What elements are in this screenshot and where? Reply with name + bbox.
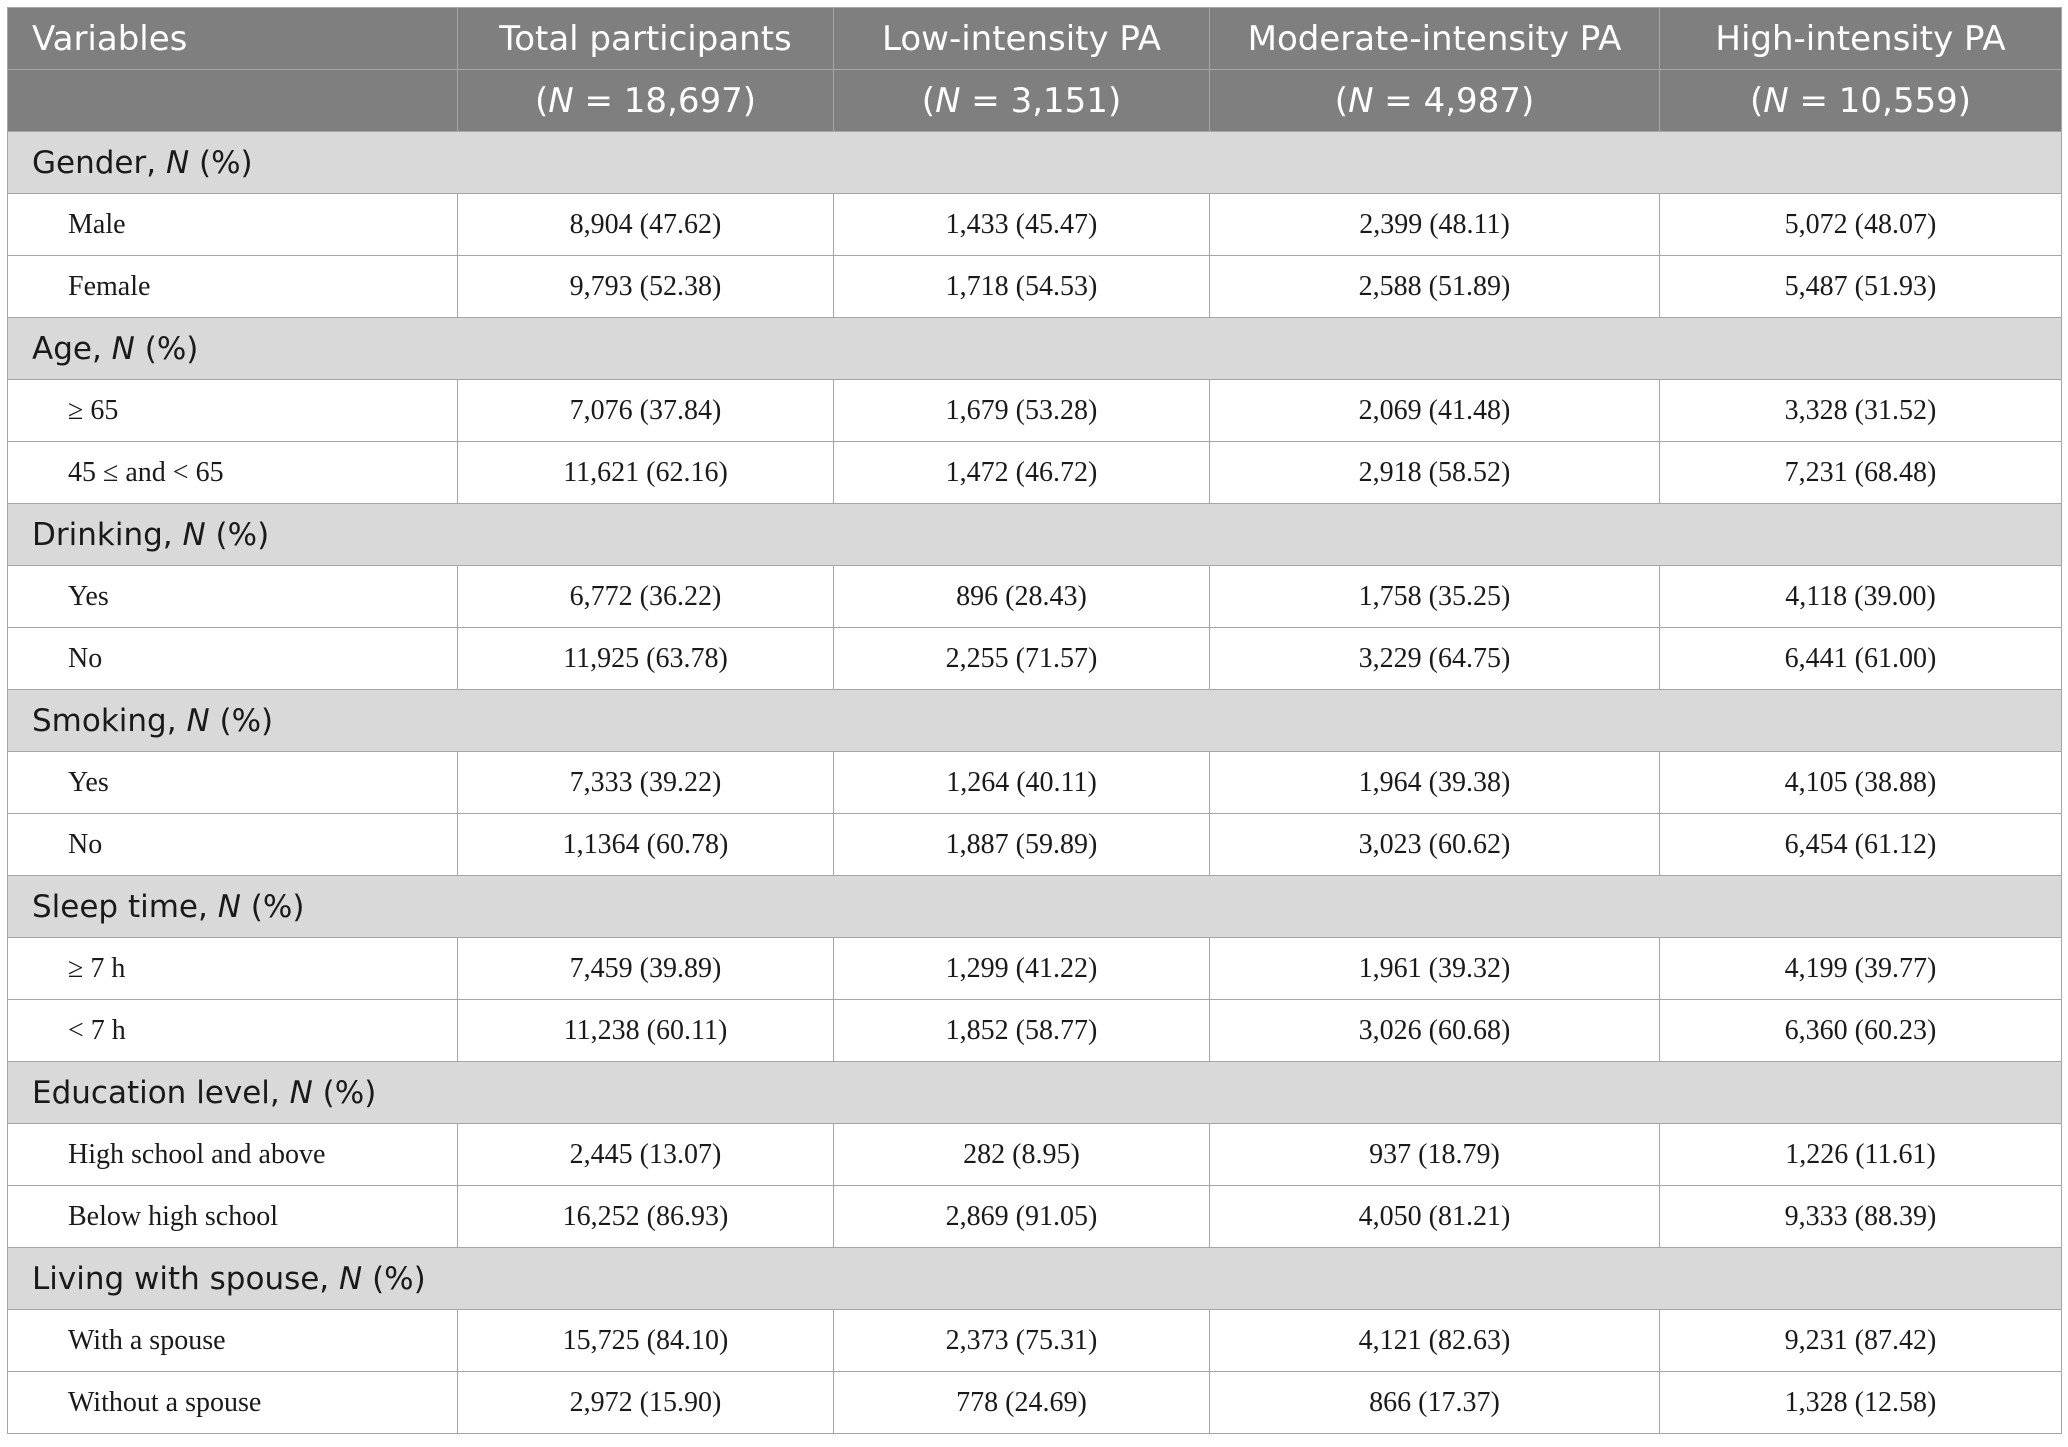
group-label-text: Living with spouse, [32,1260,340,1297]
group-label-suffix: (%) [362,1260,426,1297]
row-label: No [8,628,458,690]
row-label: Female [8,256,458,318]
row-label: Male [8,194,458,256]
group-label-n: N [339,1260,363,1297]
cell-total: 11,238 (60.11) [458,1000,834,1062]
count-value: = 3,151) [960,80,1122,121]
cell-moderate: 1,758 (35.25) [1210,566,1660,628]
cell-high: 4,199 (39.77) [1660,938,2062,1000]
cell-moderate: 3,023 (60.62) [1210,814,1660,876]
count-open: ( [1334,80,1349,121]
count-n: N [1763,80,1789,121]
table-row [8,1000,2062,1062]
cell-high: 7,231 (68.48) [1660,442,2062,504]
header-row-counts [8,70,2062,132]
header-count-low [834,70,1210,132]
row-label: ≥ 7 h [8,938,458,1000]
cell-total: 7,333 (39.22) [458,752,834,814]
cell-high: 5,072 (48.07) [1660,194,2062,256]
group-label [8,1062,2062,1124]
cell-high: 9,333 (88.39) [1660,1186,2062,1248]
group-label [8,318,2062,380]
header-count-total [458,70,834,132]
table-row [8,380,2062,442]
group-row-education-level [8,1062,2062,1124]
table-row [8,814,2062,876]
cell-total: 15,725 (84.10) [458,1310,834,1372]
cell-low: 1,679 (53.28) [834,380,1210,442]
cell-moderate: 2,399 (48.11) [1210,194,1660,256]
count-value: = 18,697) [573,80,757,121]
table-row [8,628,2062,690]
cell-low: 2,373 (75.31) [834,1310,1210,1372]
header-row-titles [8,8,2062,70]
cell-total: 11,621 (62.16) [458,442,834,504]
header-count-empty [8,70,458,132]
header-low-intensity: Low-intensity PA [834,8,1210,70]
count-open: ( [921,80,936,121]
cell-total: 1,1364 (60.78) [458,814,834,876]
cell-high: 6,441 (61.00) [1660,628,2062,690]
cell-total: 7,076 (37.84) [458,380,834,442]
header-moderate-intensity: Moderate-intensity PA [1210,8,1660,70]
group-label [8,1248,2062,1310]
cell-low: 2,869 (91.05) [834,1186,1210,1248]
table-header [8,8,2062,132]
group-label-n: N [182,516,206,553]
cell-low: 282 (8.95) [834,1124,1210,1186]
cell-low: 896 (28.43) [834,566,1210,628]
row-label: High school and above [8,1124,458,1186]
group-label-n: N [289,1074,313,1111]
group-label-suffix: (%) [209,702,274,739]
group-label [8,876,2062,938]
cell-total: 2,445 (13.07) [458,1124,834,1186]
row-label: ≥ 65 [8,380,458,442]
group-label-suffix: (%) [134,330,199,367]
cell-high: 6,360 (60.23) [1660,1000,2062,1062]
table-row [8,1372,2062,1434]
table-container [7,7,2061,1434]
cell-high: 4,105 (38.88) [1660,752,2062,814]
cell-low: 1,433 (45.47) [834,194,1210,256]
group-label-suffix: (%) [205,516,270,553]
group-label-text: Drinking, [32,516,183,553]
cell-moderate: 2,588 (51.89) [1210,256,1660,318]
cell-total: 9,793 (52.38) [458,256,834,318]
group-label-n: N [186,702,210,739]
header-variables: Variables [8,8,458,70]
count-n: N [548,80,574,121]
cell-low: 1,472 (46.72) [834,442,1210,504]
cell-low: 1,264 (40.11) [834,752,1210,814]
cell-low: 1,299 (41.22) [834,938,1210,1000]
header-count-moderate [1210,70,1660,132]
cell-moderate: 2,918 (58.52) [1210,442,1660,504]
table-row [8,194,2062,256]
table-row [8,566,2062,628]
count-value: = 4,987) [1373,80,1535,121]
cell-total: 16,252 (86.93) [458,1186,834,1248]
group-row-gender [8,132,2062,194]
group-label [8,504,2062,566]
cell-low: 2,255 (71.57) [834,628,1210,690]
cell-moderate: 3,026 (60.68) [1210,1000,1660,1062]
cell-total: 8,904 (47.62) [458,194,834,256]
table-row [8,1310,2062,1372]
cell-moderate: 2,069 (41.48) [1210,380,1660,442]
group-label-n: N [111,330,135,367]
row-label: Below high school [8,1186,458,1248]
table-row [8,938,2062,1000]
group-row-age [8,318,2062,380]
header-count-high [1660,70,2062,132]
cell-total: 11,925 (63.78) [458,628,834,690]
cell-total: 2,972 (15.90) [458,1372,834,1434]
cell-total: 6,772 (36.22) [458,566,834,628]
cell-high: 3,328 (31.52) [1660,380,2062,442]
row-label: No [8,814,458,876]
count-n: N [935,80,961,121]
cell-moderate: 937 (18.79) [1210,1124,1660,1186]
group-label [8,132,2062,194]
cell-moderate: 1,964 (39.38) [1210,752,1660,814]
group-label-text: Smoking, [32,702,187,739]
group-row-smoking [8,690,2062,752]
group-label-n: N [165,144,190,181]
group-label-suffix: (%) [240,888,305,925]
cell-low: 778 (24.69) [834,1372,1210,1434]
count-value: = 10,559) [1788,80,1972,121]
cell-high: 1,328 (12.58) [1660,1372,2062,1434]
cell-high: 5,487 (51.93) [1660,256,2062,318]
count-n: N [1348,80,1374,121]
cell-moderate: 866 (17.37) [1210,1372,1660,1434]
cell-moderate: 3,229 (64.75) [1210,628,1660,690]
table-row [8,752,2062,814]
row-label: Without a spouse [8,1372,458,1434]
count-open: ( [534,80,549,121]
table-row [8,1124,2062,1186]
cell-low: 1,887 (59.89) [834,814,1210,876]
cell-low: 1,718 (54.53) [834,256,1210,318]
table-row [8,1186,2062,1248]
header-total-participants: Total participants [458,8,834,70]
cell-low: 1,852 (58.77) [834,1000,1210,1062]
group-label [8,690,2062,752]
cell-moderate: 4,050 (81.21) [1210,1186,1660,1248]
table-body [8,132,2062,1434]
table-row [8,442,2062,504]
group-label-suffix: (%) [312,1074,377,1111]
group-label-n: N [217,888,241,925]
row-label: 45 ≤ and < 65 [8,442,458,504]
group-row-sleep-time [8,876,2062,938]
cell-high: 6,454 (61.12) [1660,814,2062,876]
cell-total: 7,459 (39.89) [458,938,834,1000]
group-label-text: Education level, [32,1074,290,1111]
header-high-intensity: High-intensity PA [1660,8,2062,70]
group-label-suffix: (%) [189,144,253,181]
group-label-text: Age, [32,330,112,367]
cell-moderate: 4,121 (82.63) [1210,1310,1660,1372]
cell-high: 4,118 (39.00) [1660,566,2062,628]
baseline-characteristics-table [7,7,2062,1434]
group-row-drinking [8,504,2062,566]
group-row-living-with-spouse [8,1248,2062,1310]
count-open: ( [1749,80,1764,121]
row-label: Yes [8,566,458,628]
cell-high: 9,231 (87.42) [1660,1310,2062,1372]
table-row [8,256,2062,318]
group-label-text: Sleep time, [32,888,218,925]
cell-high: 1,226 (11.61) [1660,1124,2062,1186]
cell-moderate: 1,961 (39.32) [1210,938,1660,1000]
row-label: < 7 h [8,1000,458,1062]
row-label: With a spouse [8,1310,458,1372]
group-label-text: Gender, [32,144,166,181]
row-label: Yes [8,752,458,814]
